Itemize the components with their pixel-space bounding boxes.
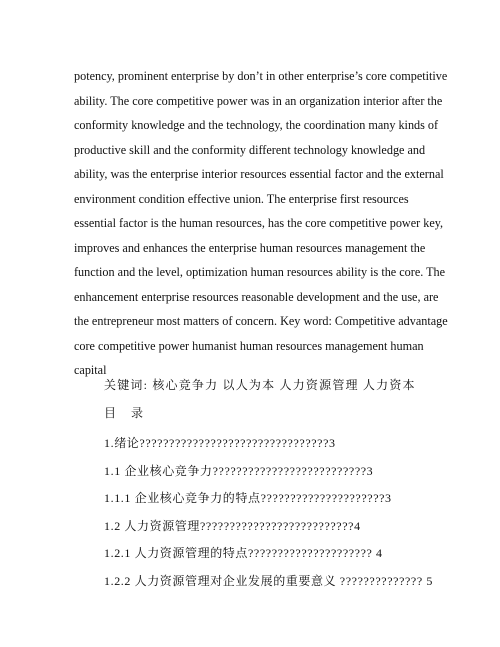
english-abstract [74, 64, 448, 383]
toc-title: 目 录 [104, 406, 150, 420]
abstract-line: enhancement enterprise resources reasonable development and the use, are [74, 289, 439, 304]
abstract-line: ability. The core competitive power was in an organization interior after the [74, 93, 443, 108]
abstract-line: the entrepreneur most matters of concern. Key word: Competitive advantage [74, 314, 448, 328]
toc-entry: 1.1.1 企业核心竞争力的特点?????????????????????3 [104, 491, 392, 505]
toc-entry: 1.绪论????????????????????????????????3 [104, 436, 336, 450]
toc-entry: 1.2.2 人力资源管理对企业发展的重要意义 ?????????????? 5 [104, 573, 433, 588]
chinese-keywords: 关键词: 核心竞争力 以人为本 人力资源管理 人力资本 [104, 378, 416, 392]
abstract-line: environment condition effective union. The enterprise first resources [74, 191, 409, 206]
abstract-line: ability, was the enterprise interior resources essential factor and the external [74, 167, 444, 181]
abstract-line: capital [74, 363, 107, 377]
abstract-line: conformity knowledge and the technology, the coordination many kinds of [74, 118, 439, 132]
abstract-line: improves and enhances the enterprise human resources management the [74, 240, 426, 255]
abstract-line: potency, prominent enterprise by don’t in other enterprise’s core competitive [74, 69, 448, 83]
abstract-line: essential factor is the human resources, has the core competitive power key, [74, 216, 444, 230]
abstract-line: core competitive power humanist human resources management human [74, 338, 424, 353]
toc-entry: 1.2 人力资源管理??????????????????????????4 [104, 518, 361, 533]
toc-entry: 1.2.1 人力资源管理的特点????????????????????? 4 [104, 546, 383, 560]
table-of-contents [104, 430, 434, 595]
toc-entry: 1.1 企业核心竞争力??????????????????????????3 [104, 463, 374, 478]
abstract-line: function and the level, optimization human resources ability is the core. The [74, 265, 446, 279]
abstract-line: productive skill and the conformity different technology knowledge and [74, 142, 426, 157]
